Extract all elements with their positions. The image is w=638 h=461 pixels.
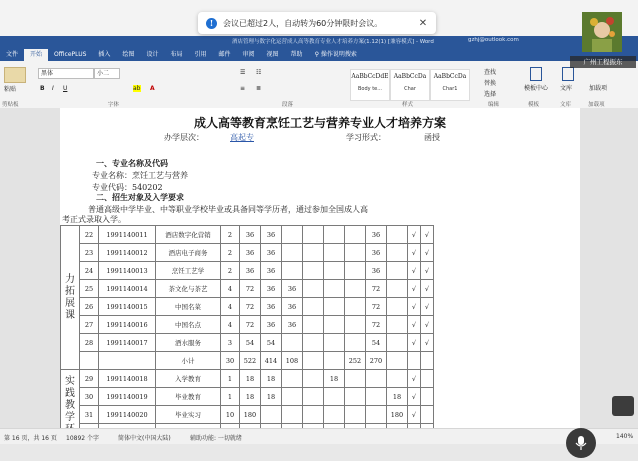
table-cell[interactable]: √ (408, 406, 421, 424)
table-cell[interactable]: 18 (240, 370, 261, 388)
table-cell[interactable]: √ (408, 370, 421, 388)
style-name: Body te... (357, 86, 383, 92)
status-bar (0, 428, 638, 444)
table-cell[interactable] (303, 244, 324, 262)
table-cell[interactable]: 10 (221, 406, 240, 424)
table-cell[interactable] (303, 280, 324, 298)
table-cell[interactable]: 54 (261, 334, 282, 352)
underline-button[interactable]: U (63, 85, 68, 92)
bold-button[interactable]: B (40, 85, 45, 92)
table-cell[interactable]: √ (408, 316, 421, 334)
word-count[interactable]: 10892 个字 (66, 435, 99, 442)
table-cell[interactable]: 72 (366, 280, 387, 298)
form-value: 函授 (424, 133, 440, 142)
table-cell[interactable]: 72 (366, 298, 387, 316)
table-cell[interactable]: 24 (80, 262, 99, 280)
table-cell[interactable] (345, 316, 366, 334)
microphone-button[interactable] (566, 428, 596, 458)
form-label: 学习形式： (346, 133, 386, 142)
table-cell[interactable] (324, 406, 345, 424)
styles-group-label: 样式 (402, 102, 414, 108)
table-cell[interactable] (282, 226, 303, 244)
group-char: 展 (65, 297, 75, 309)
font-group-label: 字体 (108, 102, 120, 108)
tab-references[interactable]: 引用 (194, 51, 207, 58)
participant-avatar-icon (582, 12, 622, 52)
table-cell[interactable]: 522 (240, 352, 261, 370)
bullets-icon[interactable]: ☰ (240, 69, 246, 76)
template-icon[interactable] (530, 67, 542, 81)
group-cell-extension (61, 226, 80, 370)
tab-draw[interactable]: 绘图 (122, 51, 135, 58)
table-cell[interactable]: 1 (221, 370, 240, 388)
table-cell[interactable] (387, 262, 408, 280)
admission-text: 普通高级中学毕业、中等职业学校毕业或具备同等学历者，通过参加全国成人高 (88, 205, 368, 214)
admission-text-2: 考正式录取入学。 (62, 215, 126, 224)
group-char: 实 (65, 375, 75, 387)
table-cell[interactable]: 酒水服务 (156, 334, 221, 352)
document-title: 成人高等教育烹饪工艺与营养专业人才培养方案 (193, 116, 446, 130)
paste-icon[interactable] (4, 67, 26, 83)
table-cell[interactable]: 29 (80, 370, 99, 388)
table-cell[interactable]: 36 (261, 298, 282, 316)
table-cell[interactable] (303, 334, 324, 352)
tab-insert[interactable]: 插入 (98, 51, 111, 58)
table-cell[interactable]: √ (408, 226, 421, 244)
table-cell[interactable]: √ (408, 298, 421, 316)
table-cell[interactable]: 36 (261, 262, 282, 280)
table-cell[interactable]: 1991140016 (99, 316, 156, 334)
table-cell[interactable]: √ (421, 262, 434, 280)
table-cell[interactable] (345, 334, 366, 352)
table-cell[interactable]: 30 (221, 352, 240, 370)
table-cell[interactable]: 1 (221, 388, 240, 406)
table-cell[interactable] (387, 298, 408, 316)
library-group-label: 文库 (560, 102, 572, 108)
align-left-icon[interactable]: ≡ (240, 85, 246, 92)
table-cell[interactable]: 中国名菜 (156, 298, 221, 316)
table-cell[interactable] (324, 334, 345, 352)
course-table (60, 225, 434, 442)
table-cell[interactable]: 108 (282, 352, 303, 370)
style-preview: AaBbCcDa (433, 73, 467, 80)
tab-mailings[interactable]: 邮件 (218, 51, 231, 58)
font-size-select[interactable]: 小二 (94, 68, 120, 79)
table-cell[interactable]: 180 (387, 406, 408, 424)
table-cell[interactable]: √ (421, 334, 434, 352)
table-cell[interactable]: 36 (282, 298, 303, 316)
table-cell[interactable]: 36 (282, 280, 303, 298)
table-cell[interactable]: 18 (261, 388, 282, 406)
table-cell[interactable] (303, 388, 324, 406)
table-cell[interactable]: √ (421, 298, 434, 316)
table-cell[interactable] (99, 352, 156, 370)
table-cell[interactable]: 36 (366, 262, 387, 280)
group-char: 课 (65, 309, 75, 321)
table-cell[interactable] (282, 244, 303, 262)
table-cell[interactable]: √ (421, 280, 434, 298)
table-row (61, 370, 434, 388)
table-cell[interactable]: 270 (366, 352, 387, 370)
group-char: 力 (65, 273, 75, 285)
tab-officeplus[interactable]: OfficePLUS (54, 51, 87, 58)
table-cell[interactable]: 23 (80, 244, 99, 262)
side-toolbar-button[interactable] (612, 396, 634, 416)
paragraph-group-label: 段落 (282, 102, 294, 108)
tab-review[interactable]: 审阅 (242, 51, 255, 58)
font-color-icon[interactable]: A (150, 85, 155, 92)
table-cell[interactable] (387, 334, 408, 352)
table-cell[interactable] (303, 370, 324, 388)
tab-view[interactable]: 视图 (266, 51, 279, 58)
table-cell[interactable] (421, 352, 434, 370)
table-cell[interactable]: 414 (261, 352, 282, 370)
table-cell[interactable]: 2 (221, 262, 240, 280)
style-char1[interactable] (430, 69, 470, 101)
style-body-text[interactable] (350, 69, 390, 101)
window-title: 酒店管理与数字化运营成人高等教育专业人才培养方案(1.12(1) [兼容模式] - Word (232, 39, 434, 45)
table-cell[interactable] (366, 388, 387, 406)
table-cell[interactable]: 1991140019 (99, 388, 156, 406)
table-cell[interactable]: 酒店数字化营销 (156, 226, 221, 244)
table-cell[interactable] (303, 406, 324, 424)
table-cell[interactable]: √ (408, 280, 421, 298)
table-row (61, 316, 434, 334)
style-char[interactable] (390, 69, 430, 101)
table-cell[interactable] (324, 298, 345, 316)
document-page[interactable] (60, 108, 580, 428)
table-cell[interactable] (282, 406, 303, 424)
table-cell[interactable] (303, 298, 324, 316)
table-cell[interactable]: 毕业教育 (156, 388, 221, 406)
table-cell[interactable]: 1991140011 (99, 226, 156, 244)
table-cell[interactable]: 36 (282, 316, 303, 334)
table-cell[interactable] (387, 316, 408, 334)
table-cell[interactable]: 18 (387, 388, 408, 406)
table-cell[interactable]: 毕业实习 (156, 406, 221, 424)
participant-video[interactable] (582, 12, 622, 52)
tab-home[interactable]: 开始 (24, 49, 48, 61)
accessibility-status[interactable]: 辅助功能: 一切就绪 (190, 435, 242, 442)
table-cell[interactable] (421, 370, 434, 388)
table-row (61, 298, 434, 316)
table-cell[interactable]: 36 (240, 244, 261, 262)
style-preview: AaBbCcDa (393, 73, 427, 80)
major-name: 专业名称：烹饪工艺与营养 (92, 171, 188, 180)
table-cell[interactable]: 1991140014 (99, 280, 156, 298)
search-hint: 操作说明搜索 (320, 51, 357, 58)
table-cell[interactable]: 中国名点 (156, 316, 221, 334)
table-cell[interactable] (324, 226, 345, 244)
table-cell[interactable]: 1991140017 (99, 334, 156, 352)
table-cell[interactable] (80, 352, 99, 370)
document-canvas (0, 108, 638, 428)
table-cell[interactable]: 54 (366, 334, 387, 352)
tab-file[interactable]: 文件 (6, 51, 19, 58)
table-cell[interactable] (387, 370, 408, 388)
table-cell[interactable]: 25 (80, 280, 99, 298)
addin-button[interactable]: 加载项 (589, 85, 608, 92)
table-cell[interactable]: 252 (345, 352, 366, 370)
replace-button[interactable]: 替换 (484, 80, 497, 87)
level-value: 高起专 (230, 133, 254, 142)
table-cell[interactable]: 36 (240, 262, 261, 280)
clipboard-group-label: 剪贴板 (2, 102, 19, 108)
table-cell[interactable]: 36 (240, 226, 261, 244)
table-row (61, 334, 434, 352)
table-cell[interactable] (282, 334, 303, 352)
table-cell[interactable]: 18 (324, 370, 345, 388)
table-row (61, 352, 434, 370)
table-cell[interactable] (324, 388, 345, 406)
table-cell[interactable]: 入学教育 (156, 370, 221, 388)
table-cell[interactable] (345, 280, 366, 298)
table-row (61, 280, 434, 298)
table-cell[interactable]: √ (421, 316, 434, 334)
info-icon: ! (206, 18, 217, 29)
table-cell[interactable] (387, 244, 408, 262)
table-cell[interactable]: 36 (261, 280, 282, 298)
table-cell[interactable] (387, 226, 408, 244)
table-row (61, 226, 434, 244)
table-cell[interactable]: 4 (221, 280, 240, 298)
table-cell[interactable]: 27 (80, 316, 99, 334)
table-row (61, 262, 434, 280)
table-cell[interactable] (421, 388, 434, 406)
style-name: Char1 (442, 86, 458, 92)
paste-button[interactable]: 粘贴 (4, 86, 17, 93)
numbering-icon[interactable]: ☷ (256, 69, 262, 76)
notification-text: 会议已超过2人，自动转为60分钟限时会议。 (223, 18, 383, 28)
style-preview: AaBbCcDdE (351, 73, 389, 80)
table-cell[interactable]: 36 (261, 226, 282, 244)
template-group-label: 模板 (528, 102, 540, 108)
table-cell[interactable]: 36 (366, 244, 387, 262)
table-cell[interactable]: 72 (366, 316, 387, 334)
table-cell[interactable]: √ (408, 244, 421, 262)
table-cell[interactable]: 72 (240, 280, 261, 298)
major-code: 专业代码：540202 (92, 183, 163, 192)
table-cell[interactable] (387, 352, 408, 370)
font-name-select[interactable]: 黑体 (38, 68, 94, 79)
participant-name: 广州工程振东 (570, 56, 636, 68)
table-cell[interactable] (366, 406, 387, 424)
table-cell[interactable] (282, 370, 303, 388)
group-char: 拓 (65, 285, 75, 297)
group-char: 践 (65, 387, 75, 399)
table-cell[interactable]: 1991140020 (99, 406, 156, 424)
table-cell[interactable]: 1991140015 (99, 298, 156, 316)
table-cell[interactable] (324, 262, 345, 280)
table-cell[interactable] (345, 244, 366, 262)
table-cell[interactable]: 180 (240, 406, 261, 424)
table-cell[interactable] (303, 316, 324, 334)
table-cell[interactable]: 烹饪工艺学 (156, 262, 221, 280)
table-cell[interactable]: 18 (261, 370, 282, 388)
table-cell[interactable]: 3 (221, 334, 240, 352)
table-cell[interactable]: 36 (366, 226, 387, 244)
table-cell[interactable] (345, 298, 366, 316)
table-cell[interactable]: 26 (80, 298, 99, 316)
italic-button[interactable]: I (52, 85, 54, 92)
table-row (61, 388, 434, 406)
table-cell[interactable]: 22 (80, 226, 99, 244)
find-button[interactable]: 查找 (484, 69, 497, 76)
table-cell[interactable] (421, 406, 434, 424)
highlight-icon[interactable]: ab (133, 85, 141, 92)
table-cell[interactable] (324, 352, 345, 370)
table-cell[interactable] (345, 226, 366, 244)
tab-design[interactable]: 设计 (146, 51, 159, 58)
table-cell[interactable]: √ (421, 226, 434, 244)
table-cell[interactable] (303, 226, 324, 244)
table-cell[interactable]: 酒店电子商务 (156, 244, 221, 262)
notification-toast (198, 12, 436, 34)
table-cell[interactable]: 54 (240, 334, 261, 352)
table-cell[interactable] (345, 262, 366, 280)
table-cell[interactable]: √ (421, 244, 434, 262)
table-cell[interactable]: 31 (80, 406, 99, 424)
tell-me-search[interactable] (309, 49, 363, 61)
table-cell[interactable] (282, 388, 303, 406)
table-cell[interactable]: √ (408, 334, 421, 352)
table-cell[interactable] (282, 262, 303, 280)
section-heading-2: 二、招生对象及入学要求 (96, 192, 184, 202)
table-cell[interactable]: 4 (221, 298, 240, 316)
table-cell[interactable] (303, 352, 324, 370)
level-label: 办学层次： (164, 133, 204, 142)
meeting-bottom-strip (0, 444, 638, 461)
align-center-icon[interactable]: ≣ (256, 85, 262, 92)
section-heading-1: 一、专业名称及代码 (96, 158, 168, 168)
table-cell[interactable]: 1991140013 (99, 262, 156, 280)
table-cell[interactable]: 2 (221, 226, 240, 244)
table-cell[interactable]: 72 (240, 298, 261, 316)
table-cell[interactable]: √ (408, 262, 421, 280)
table-cell[interactable] (324, 316, 345, 334)
table-cell[interactable] (345, 370, 366, 388)
table-cell[interactable]: 18 (240, 388, 261, 406)
table-cell[interactable] (366, 370, 387, 388)
table-cell[interactable]: 72 (240, 316, 261, 334)
table-cell[interactable]: 2 (221, 244, 240, 262)
table-row (61, 244, 434, 262)
table-cell[interactable]: 茶文化与茶艺 (156, 280, 221, 298)
lightbulb-icon: ⚲ (314, 51, 321, 58)
table-cell[interactable] (324, 280, 345, 298)
ribbon-tabs (0, 48, 638, 61)
edit-group-label: 编辑 (488, 102, 500, 108)
microphone-icon (574, 435, 588, 451)
table-cell[interactable] (408, 352, 421, 370)
table-cell[interactable] (261, 406, 282, 424)
table-cell[interactable] (387, 280, 408, 298)
group-char: 学 (65, 411, 75, 423)
table-cell[interactable]: 1991140018 (99, 370, 156, 388)
table-cell[interactable]: 28 (80, 334, 99, 352)
table-cell[interactable] (345, 388, 366, 406)
table-cell[interactable]: 4 (221, 316, 240, 334)
addin-group-label: 加载项 (588, 102, 605, 108)
language[interactable]: 简体中文(中国大陆) (118, 435, 171, 442)
group-char: 教 (65, 399, 75, 411)
account-email[interactable]: gzhj@outlook.com (468, 37, 519, 43)
table-cell[interactable] (303, 262, 324, 280)
library-button[interactable]: 文库 (560, 85, 573, 92)
style-name: Char (404, 86, 416, 92)
table-cell[interactable]: 30 (80, 388, 99, 406)
word-title-bar (0, 36, 638, 48)
table-cell[interactable] (345, 406, 366, 424)
tab-layout[interactable]: 布局 (170, 51, 183, 58)
template-center-button[interactable]: 模板中心 (524, 85, 549, 92)
select-button[interactable]: 选择 (484, 91, 497, 98)
table-cell[interactable] (324, 244, 345, 262)
table-cell[interactable]: √ (408, 388, 421, 406)
table-row (61, 406, 434, 424)
table-cell[interactable]: 小计 (156, 352, 221, 370)
tab-help[interactable]: 帮助 (290, 51, 303, 58)
library-icon[interactable] (562, 67, 574, 81)
close-icon[interactable]: ✕ (418, 17, 428, 29)
ribbon-home (0, 61, 638, 109)
page-count[interactable]: 第 16 页，共 16 页 (4, 435, 57, 442)
zoom-level[interactable]: 140% (616, 433, 634, 440)
table-cell[interactable]: 36 (261, 316, 282, 334)
table-cell[interactable]: 36 (261, 244, 282, 262)
table-cell[interactable]: 1991140012 (99, 244, 156, 262)
